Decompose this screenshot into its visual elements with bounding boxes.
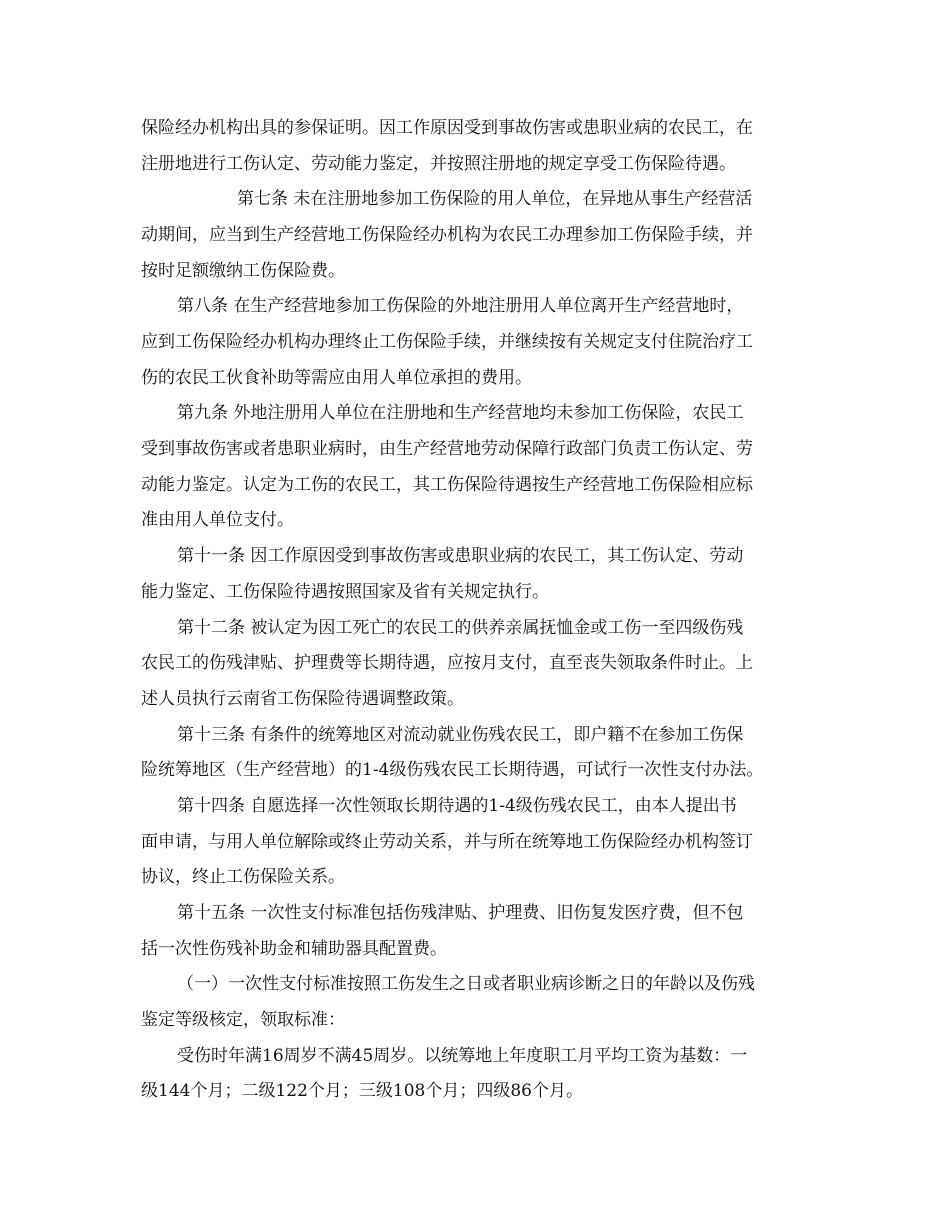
- text-line-15: 第十二条 被认定为因工死亡的农民工的供养亲属抚恤金或工伤一至四级伤残: [177, 618, 744, 638]
- text-line-3: 第七条 未在注册地参加工伤保险的用人单位，在异地从事生产经营活: [237, 189, 753, 209]
- text-line-24: 括一次性伤残补助金和辅助器具配置费。: [141, 939, 447, 959]
- text-line-1: 保险经办机构出具的参保证明。因工作原因受到事故伤害或患职业病的农民工，在: [141, 118, 753, 138]
- text-line-10: 受到事故伤害或者患职业病时，由生产经营地劳动保障行政部门负责工伤认定、劳: [141, 439, 753, 459]
- text-line-2: 注册地进行工伤认定、劳动能力鉴定，并按照注册地的规定享受工伤保险待遇。: [141, 154, 736, 174]
- text-line-19: 险统筹地区（生产经营地）的1-4级伤残农民工长期待遇，可试行一次性支付办法。: [141, 760, 764, 780]
- text-line-9: 第九条 外地注册用人单位在注册地和生产经营地均未参加工伤保险，农民工: [177, 403, 744, 423]
- text-line-26: 鉴定等级核定，领取标准：: [141, 1010, 345, 1030]
- text-line-11: 动能力鉴定。认定为工伤的农民工，其工伤保险待遇按生产经营地工伤保险相应标: [141, 475, 753, 495]
- text-line-28: 级144个月；二级122个月；三级108个月；四级86个月。: [141, 1081, 583, 1101]
- text-line-23: 第十五条 一次性支付标准包括伤残津贴、护理费、旧伤复发医疗费，但不包: [177, 903, 744, 923]
- text-line-22: 协议，终止工伤保险关系。: [141, 867, 345, 887]
- text-line-21: 面申请，与用人单位解除或终止劳动关系，并与所在统筹地工伤保险经办机构签订: [141, 832, 753, 852]
- text-line-16: 农民工的伤残津贴、护理费等长期待遇，应按月支付，直至丧失领取条件时止。上: [141, 653, 753, 673]
- text-line-17: 述人员执行云南省工伤保险待遇调整政策。: [141, 689, 464, 709]
- text-line-20: 第十四条 自愿选择一次性领取长期待遇的1-4级伤残农民工，由本人提出书: [177, 796, 737, 816]
- text-line-12: 准由用人单位支付。: [141, 510, 294, 530]
- text-line-27: 受伤时年满16周岁不满45周岁。以统筹地上年度职工月平均工资为基数：一: [177, 1046, 748, 1066]
- text-line-14: 能力鉴定、工伤保险待遇按照国家及省有关规定执行。: [141, 582, 549, 602]
- text-line-5: 按时足额缴纳工伤保险费。: [141, 261, 345, 281]
- text-line-18: 第十三条 有条件的统筹地区对流动就业伤残农民工，即户籍不在参加工伤保: [177, 725, 744, 745]
- text-line-13: 第十一条 因工作原因受到事故伤害或患职业病的农民工，其工伤认定、劳动: [177, 546, 744, 566]
- text-line-25: （一）一次性支付标准按照工伤发生之日或者职业病诊断之日的年龄以及伤残: [177, 974, 755, 994]
- text-line-8: 伤的农民工伙食补助等需应由用人单位承担的费用。: [141, 368, 532, 388]
- text-line-7: 应到工伤保险经办机构办理终止工伤保险手续，并继续按有关规定支付住院治疗工: [141, 332, 753, 352]
- text-line-6: 第八条 在生产经营地参加工伤保险的外地注册用人单位离开生产经营地时，: [177, 296, 744, 316]
- text-line-4: 动期间，应当到生产经营地工伤保险经办机构为农民工办理参加工伤保险手续，并: [141, 225, 753, 245]
